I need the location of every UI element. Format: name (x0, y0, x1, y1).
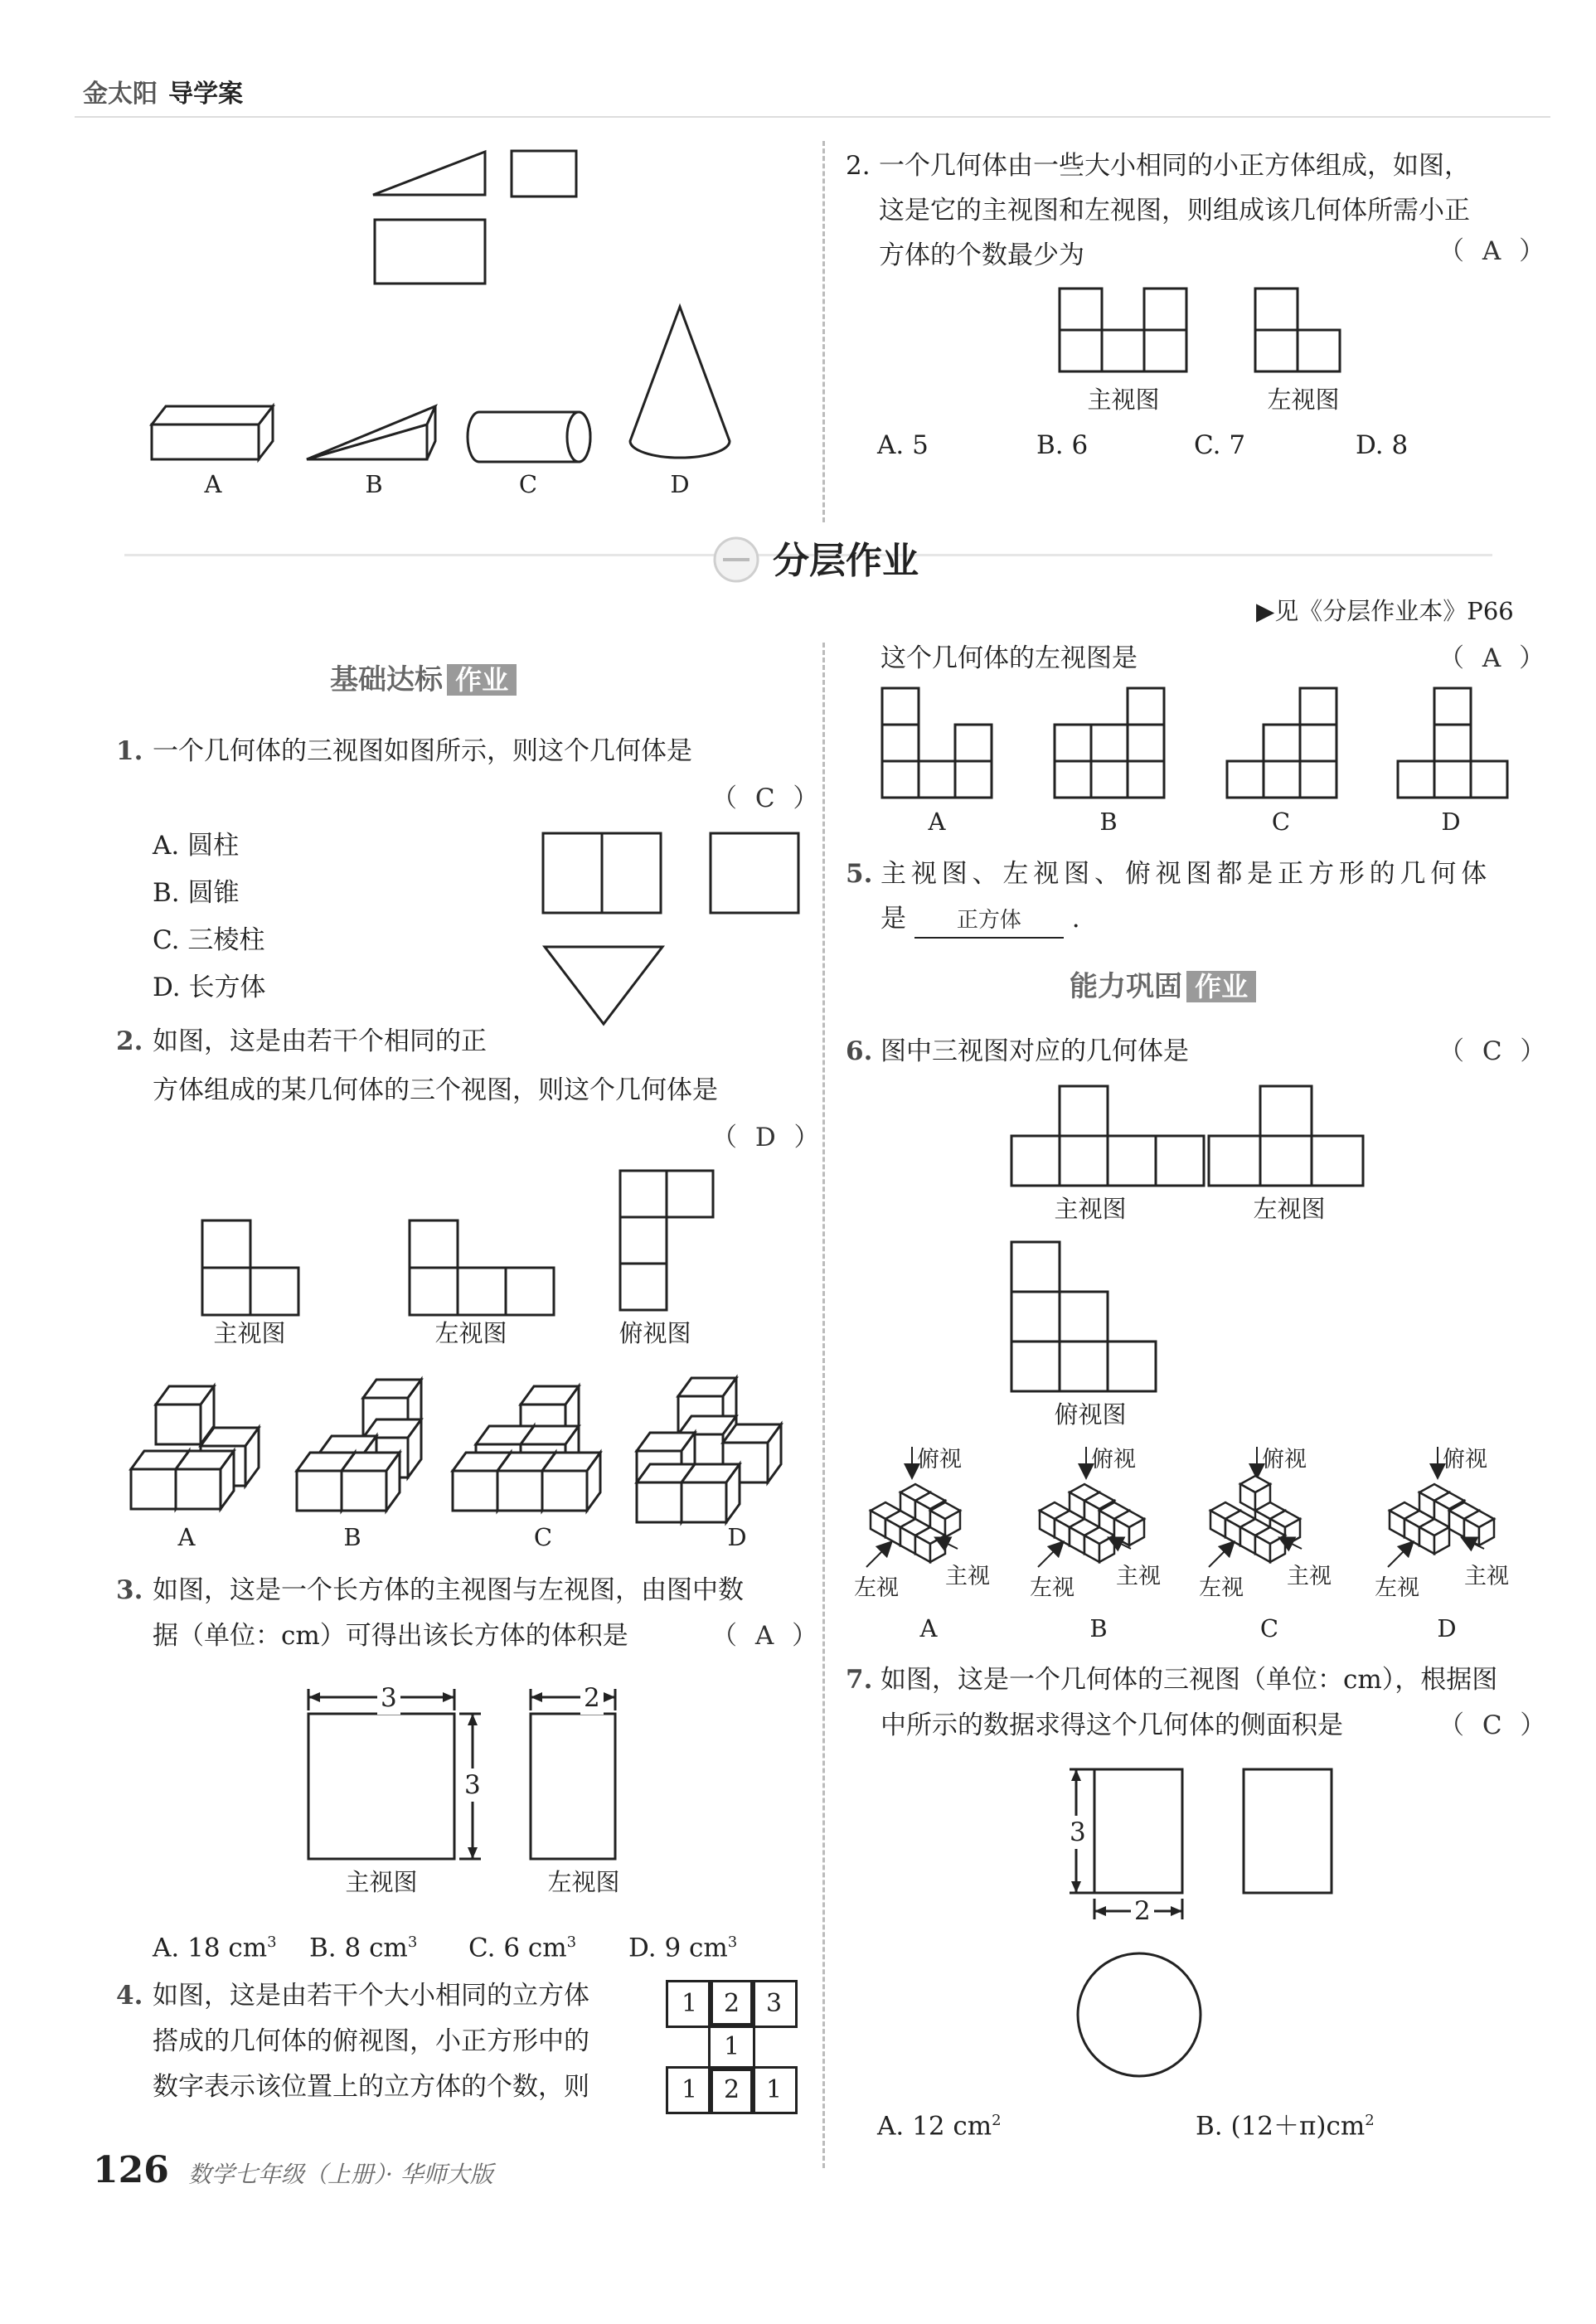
q1-number: 1. (116, 736, 143, 766)
q5-prefix: 是 (880, 904, 906, 934)
q1-answer: （ C ） (711, 784, 824, 813)
q4-option-label-a: A (928, 808, 946, 836)
q2-number: 2. (116, 1026, 143, 1056)
q7-option-a-exp: 2 (992, 2112, 1002, 2129)
q6-c-left-label: 左视 (1199, 1575, 1244, 1601)
header-rule (75, 116, 1550, 118)
q2-label-b: B (343, 1523, 361, 1551)
q7-option-b-exp: 2 (1365, 2112, 1375, 2129)
section-ability-heading (1070, 963, 1256, 1004)
q2-label-c: C (533, 1523, 553, 1551)
q6-caption-left: 左视图 (1253, 1195, 1326, 1223)
q7-dim-height: 3 (1070, 1817, 1086, 1847)
q2-line-1: 如图，这是由若干个相同的正 (153, 1026, 487, 1056)
q4-cell-r1c1: 1 (666, 1980, 713, 2028)
top-left-label-a: A (204, 470, 222, 498)
q3-option-c (468, 1926, 576, 1964)
banner-title: 分层作业 (773, 540, 919, 582)
q4-number: 4. (116, 1981, 143, 2011)
q4-cell-r3c1: 1 (666, 2066, 713, 2114)
q4-option-label-b: B (1099, 808, 1118, 836)
q1-option-c: C. 三棱柱 (153, 925, 265, 955)
banner-emblem-icon (711, 535, 761, 585)
q4-line-1: 如图，这是由若干个大小相同的立方体 (153, 1981, 589, 2011)
q6-c-top-label: 俯视 (1262, 1447, 1307, 1473)
q4-option-label-c: C (1271, 808, 1291, 836)
q6-caption-top: 俯视图 (1054, 1400, 1127, 1429)
top-q2-caption-main: 主视图 (1087, 386, 1160, 414)
q3-caption-left: 左视图 (547, 1868, 620, 1896)
q3-option-a (153, 1926, 277, 1964)
header-title: 导学案 (168, 80, 244, 109)
q3-option-b-text: B. 8 cm (309, 1933, 408, 1963)
q6-label-d: D (1437, 1614, 1457, 1642)
q4-cell-r3c3: 1 (750, 2066, 798, 2114)
banner-reference: ▶见《分层作业本》P66 (1256, 597, 1514, 625)
q3-answer: （ A ） (711, 1621, 823, 1651)
q5-number: 5. (846, 859, 873, 889)
q6-label-b: B (1089, 1614, 1108, 1642)
q2-caption-main: 主视图 (213, 1319, 286, 1347)
q5-suffix: . (1071, 904, 1080, 934)
q4-cont-text: 这个几何体的左视图是 (880, 643, 1138, 673)
section-basic-tag: 作业 (447, 664, 517, 696)
q6-d-top-label: 俯视 (1443, 1447, 1487, 1473)
q1-text: 一个几何体的三视图如图所示，则这个几何体是 (153, 736, 692, 766)
q4-cell-r2c2: 1 (708, 2023, 755, 2071)
q6-d-front-label: 主视 (1464, 1564, 1509, 1589)
q6-label-c: C (1259, 1614, 1279, 1642)
q5-line-2 (880, 902, 1080, 939)
q5-line-1: 主 视 图 、 左 视 图 、 俯 视 图 都 是 正 方 形 的 几 何 体 (880, 859, 1486, 889)
q1-three-views (543, 833, 808, 1032)
section-basic-heading (330, 657, 517, 697)
q7-option-b (1196, 2104, 1375, 2142)
top-q2-option-d: D. 8 (1356, 430, 1409, 460)
q6-b-left-label: 左视 (1030, 1575, 1075, 1601)
top-q2-caption-left: 左视图 (1267, 386, 1340, 414)
top-q2-line-2: 这是它的主视图和左视图，则组成该几何体所需小正 (879, 196, 1470, 226)
q6-caption-main: 主视图 (1054, 1195, 1127, 1223)
q2-answer: （ D ） (711, 1123, 825, 1152)
q3-caption-main: 主视图 (345, 1868, 418, 1896)
q2-label-d: D (727, 1523, 747, 1551)
book-title: 数学七年级（上册）· 华师大版 (187, 2161, 493, 2188)
q6-number: 6. (846, 1036, 873, 1066)
q6-three-views (1010, 1084, 1391, 1408)
q6-b-top-label: 俯视 (1091, 1447, 1136, 1473)
q7-option-b-text: B. (12＋π)cm (1196, 2111, 1366, 2142)
q6-b-front-label: 主视 (1116, 1564, 1161, 1589)
q2-caption-top: 俯视图 (619, 1319, 691, 1347)
q3-number: 3. (116, 1575, 143, 1605)
q3-option-b-exp: 3 (407, 1933, 418, 1951)
q2-caption-left: 左视图 (434, 1319, 507, 1347)
q7-number: 7. (846, 1665, 873, 1695)
q4-cell-r1c3: 3 (750, 1980, 798, 2028)
q6-a-front-label: 主视 (945, 1564, 990, 1589)
top-q2-line-1: 一个几何体由一些大小相同的小正方体组成，如图， (879, 151, 1470, 181)
section-basic-title: 基础达标 (330, 663, 443, 696)
q5-fill-answer: 正方体 (914, 904, 1064, 939)
q3-option-d-text: D. 9 cm (628, 1933, 728, 1963)
q3-option-c-text: C. 6 cm (468, 1933, 567, 1963)
page-number: 126 (93, 2149, 169, 2191)
column-divider-bottom (822, 643, 825, 2168)
q4-top-view-grid (666, 1980, 798, 2114)
q6-a-top-label: 俯视 (917, 1447, 962, 1473)
q7-line-2: 中所示的数据求得这个几何体的侧面积是 (880, 1710, 1343, 1740)
q1-option-a: A. 圆柱 (153, 831, 240, 861)
q3-dim-top: 3 (377, 1681, 400, 1715)
q3-dim-left-view: 2 (580, 1681, 604, 1715)
top-q2-answer: （ A ） (1438, 236, 1550, 266)
q6-answer: （ C ） (1438, 1036, 1551, 1066)
top-left-views (83, 133, 829, 506)
q3-option-d-exp: 3 (727, 1933, 738, 1951)
q4-cell-r3c2: 2 (708, 2066, 755, 2114)
q7-option-a (877, 2104, 1002, 2142)
section-ability-tag: 作业 (1186, 971, 1256, 1002)
q4-option-label-d: D (1441, 808, 1461, 836)
top-q2-option-c: C. 7 (1194, 430, 1246, 460)
top-q2-option-a: A. 5 (877, 430, 929, 460)
top-q2-option-b: B. 6 (1036, 430, 1089, 460)
q2-three-views (202, 1171, 733, 1337)
q3-line-1: 如图，这是一个长方体的主视图与左视图，由图中数 (153, 1575, 744, 1605)
q3-line-2: 据（单位：cm）可得出该长方体的体积是 (153, 1621, 628, 1651)
q3-option-b (309, 1926, 417, 1964)
q4-line-3: 数字表示该位置上的立方体的个数，则 (153, 2072, 589, 2102)
q4-cell-r1c2: 2 (708, 1980, 755, 2028)
top-left-label-d: D (670, 470, 690, 498)
q3-option-a-text: A. 18 cm (153, 1933, 268, 1963)
q3-option-d (628, 1926, 737, 1964)
q1-option-b: B. 圆锥 (153, 878, 240, 908)
q4-line-2: 搭成的几何体的俯视图，小正方形中的 (153, 2026, 589, 2056)
top-q2-views (1060, 289, 1391, 388)
q3-dim-right: 3 (464, 1770, 481, 1800)
q2-line-2: 方体组成的某几何体的三个视图，则这个几何体是 (153, 1075, 718, 1105)
q7-dim-width: 2 (1131, 1895, 1154, 1928)
q3-option-a-exp: 3 (267, 1933, 277, 1951)
q7-option-a-text: A. 12 cm (877, 2111, 992, 2142)
q6-c-front-label: 主视 (1287, 1564, 1332, 1589)
top-q2-number: 2. (846, 151, 871, 181)
top-left-label-b: B (365, 470, 383, 498)
page-header (83, 73, 243, 109)
q2-label-a: A (177, 1523, 196, 1551)
q2-solid-options (131, 1378, 794, 1536)
q3-option-c-exp: 3 (566, 1933, 577, 1951)
q7-answer: （ C ） (1438, 1710, 1551, 1740)
q6-text: 图中三视图对应的几何体是 (880, 1036, 1189, 1066)
q6-label-a: A (919, 1614, 938, 1642)
q1-option-d: D. 长方体 (153, 973, 266, 1002)
q3-views (307, 1686, 672, 1885)
section-ability-title: 能力巩固 (1070, 970, 1182, 1003)
q7-three-views (1070, 1766, 1368, 2098)
q6-d-left-label: 左视 (1375, 1575, 1419, 1601)
top-q2-line-3: 方体的个数最少为 (879, 240, 1084, 270)
q4-cont-answer: （ A ） (1438, 643, 1550, 673)
q7-line-1: 如图，这是一个几何体的三视图（单位：cm），根据图 (880, 1665, 1498, 1695)
top-left-label-c: C (518, 470, 538, 498)
q6-a-left-label: 左视 (854, 1575, 899, 1601)
q4-left-view-options (880, 687, 1544, 811)
brand-name: 金太阳 (83, 80, 158, 109)
page-footer (93, 2149, 493, 2191)
